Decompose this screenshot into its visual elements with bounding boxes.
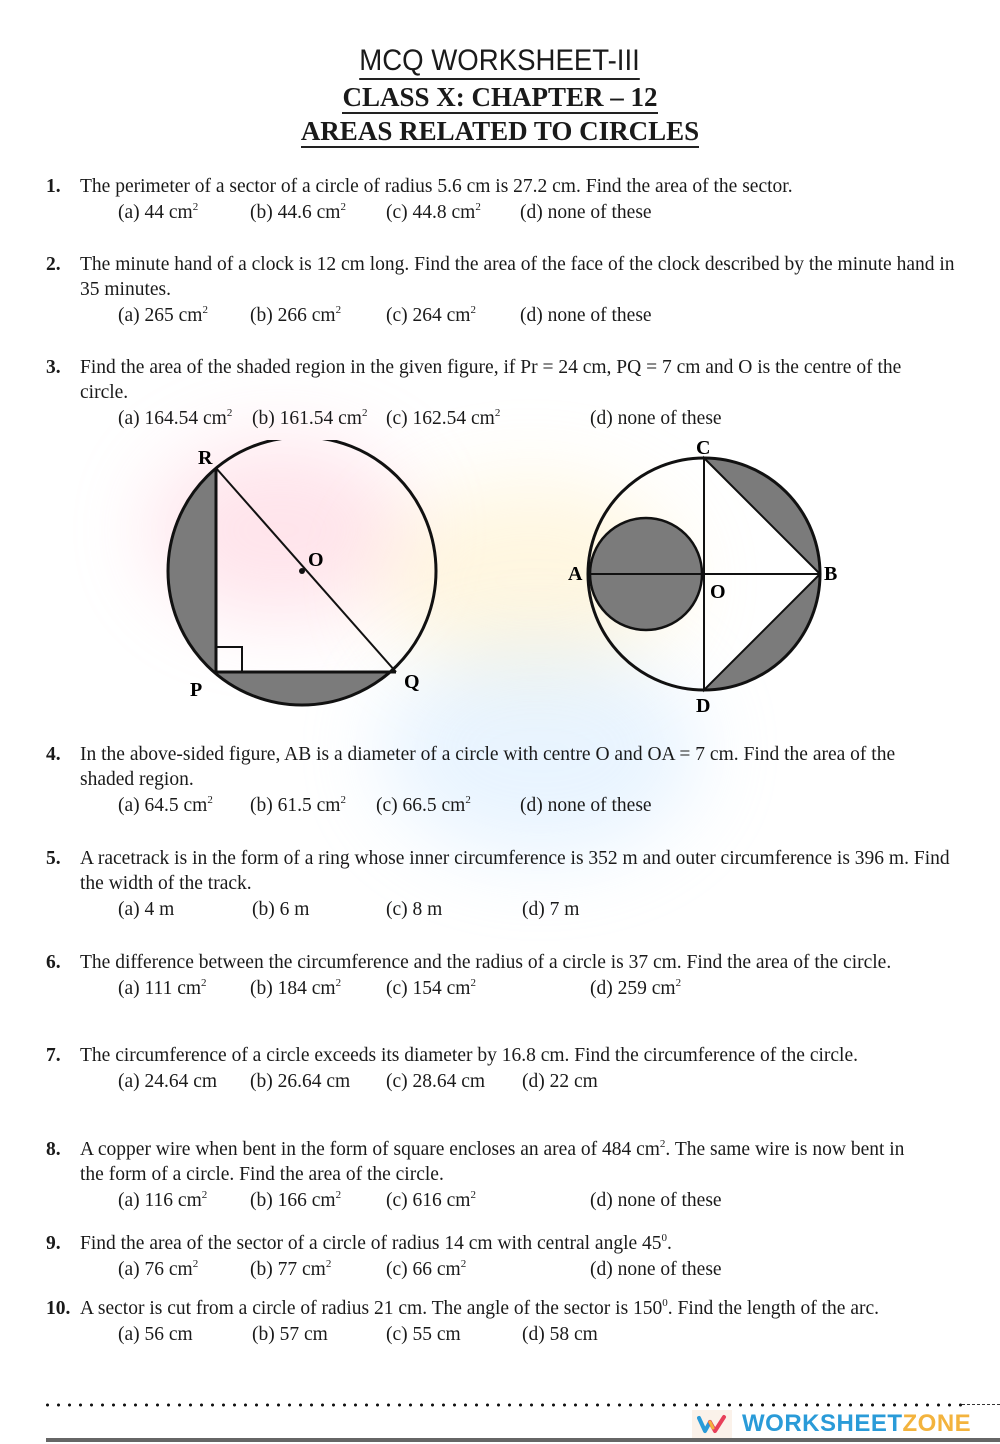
option-d[interactable]: (d) 7 m xyxy=(522,899,580,920)
option-a[interactable]: (a) 76 $cm^2$ xyxy=(118,1258,199,1280)
option-a[interactable]: (a) 24.64 cm xyxy=(118,1071,218,1092)
options-row xyxy=(46,976,956,1002)
option-b[interactable]: (b) 26.64 cm xyxy=(250,1071,351,1092)
topic-heading: AREAS RELATED TO CIRCLES xyxy=(300,116,700,146)
question-text: The minute hand of a clock is 12 cm long. Find the area of the face of the clock described by the minute hand in 35 minutes. xyxy=(80,254,955,300)
question-2 xyxy=(46,252,956,329)
option-c[interactable]: (c) 264 $cm^2$ xyxy=(386,304,476,326)
option-b[interactable]: (b) 184 $cm^2$ xyxy=(250,977,342,999)
label-c: C xyxy=(696,437,711,459)
option-b[interactable]: (b) 161.54 $cm^2$ xyxy=(252,407,368,429)
option-d[interactable]: (d) none of these xyxy=(520,202,652,223)
option-b[interactable]: (b) 77 $cm^2$ xyxy=(250,1258,332,1280)
question-number: 10. xyxy=(46,1298,71,1319)
options-row xyxy=(46,303,956,329)
option-d[interactable]: (d) 22 cm xyxy=(522,1071,598,1092)
worksheet-title: MCQ WORKSHEET-III xyxy=(360,44,641,80)
question-1 xyxy=(46,174,956,226)
figure-triangle-in-circle xyxy=(150,440,470,720)
question-text: In the above-sided figure, AB is a diameter of a circle with centre O and OA = 7 cm. Find the area of the shaded region. xyxy=(80,744,896,790)
option-a[interactable]: (a) 116 $cm^2$ xyxy=(118,1189,208,1211)
footer-rule xyxy=(46,1438,1000,1442)
label-b: B xyxy=(824,563,838,585)
option-c[interactable]: (c) 162.54 $cm^2$ xyxy=(386,407,501,429)
worksheet-header xyxy=(0,44,1000,148)
question-10 xyxy=(46,1296,956,1348)
option-b[interactable]: (b) 44.6 $cm^2$ xyxy=(250,201,346,223)
question-text: Find the area of the shaded region in the given figure, if Pr = 24 cm, PQ = 7 cm and O is the centre of the circle. xyxy=(80,357,902,403)
question-number: 5. xyxy=(46,848,61,869)
option-a[interactable]: (a) 164.54 $cm^2$ xyxy=(118,407,233,429)
question-8 xyxy=(46,1137,956,1214)
option-b[interactable]: (b) 61.5 $cm^2$ xyxy=(250,794,346,816)
question-number: 3. xyxy=(46,357,61,378)
options-row xyxy=(46,1257,956,1283)
label-q: Q xyxy=(404,671,420,693)
option-a[interactable]: (a) 265 $cm^2$ xyxy=(118,304,208,326)
question-number: 7. xyxy=(46,1045,61,1066)
option-a[interactable]: (a) 56 cm xyxy=(118,1324,193,1345)
option-a[interactable]: (a) 64.5 $cm^2$ xyxy=(118,794,213,816)
question-number: 9. xyxy=(46,1233,61,1254)
option-d[interactable]: (d) none of these xyxy=(590,408,722,429)
option-d[interactable]: (d) none of these xyxy=(520,795,652,816)
option-d[interactable]: (d) none of these xyxy=(590,1190,722,1211)
question-3 xyxy=(46,355,956,432)
option-c[interactable]: (c) 66 $cm^2$ xyxy=(386,1258,467,1280)
option-c[interactable]: (c) 28.64 cm xyxy=(386,1071,486,1092)
label-r: R xyxy=(198,447,213,469)
brand-name-part2: ZONE xyxy=(902,1410,972,1437)
option-c[interactable]: (c) 55 cm xyxy=(386,1324,461,1345)
dashed-divider xyxy=(962,1404,1000,1406)
label-d: D xyxy=(696,695,711,717)
option-a[interactable]: (a) 44 $cm^2$ xyxy=(118,201,199,223)
options-row xyxy=(46,406,956,432)
options-row xyxy=(46,1069,956,1095)
question-number: 1. xyxy=(46,176,61,197)
options-row xyxy=(46,897,956,923)
option-c[interactable]: (c) 66.5 $cm^2$ xyxy=(376,794,471,816)
worksheetzone-logo[interactable] xyxy=(692,1410,971,1438)
class-chapter-heading: CLASS X: CHAPTER – 12 xyxy=(342,82,658,112)
option-c[interactable]: (c) 8 m xyxy=(386,899,443,920)
question-9 xyxy=(46,1231,956,1283)
option-b[interactable]: (b) 166 $cm^2$ xyxy=(250,1189,342,1211)
label-a: A xyxy=(568,563,583,585)
option-c[interactable]: (c) 616 $cm^2$ xyxy=(386,1189,476,1211)
options-row xyxy=(46,793,956,819)
options-row xyxy=(46,1322,956,1348)
dotted-divider xyxy=(42,1403,962,1407)
option-d[interactable]: (d) 58 cm xyxy=(522,1324,598,1345)
option-a[interactable]: (a) 111 $cm^2$ xyxy=(118,977,207,999)
option-b[interactable]: (b) 6 m xyxy=(252,899,310,920)
question-number: 2. xyxy=(46,254,61,275)
question-text: The perimeter of a sector of a circle of radius 5.6 cm is 27.2 cm. Find the area of the sector. xyxy=(80,176,793,197)
question-7 xyxy=(46,1043,956,1095)
label-o: O xyxy=(308,549,324,571)
figure-circle-diameter xyxy=(560,430,870,720)
question-text: A racetrack is in the form of a ring whose inner circumference is 352 m and outer circumference is 396 m. Find the width of the track. xyxy=(80,848,950,894)
options-row xyxy=(46,200,956,226)
question-number: 8. xyxy=(46,1139,61,1160)
question-6 xyxy=(46,950,956,1002)
question-text: Find the area of the sector of a circle of radius 14 cm with central angle $45^0$. xyxy=(80,1232,672,1254)
question-text: A sector is cut from a circle of radius 21 cm. The angle of the sector is $150^0$. Find the length of the arc. xyxy=(80,1297,879,1319)
label-o: O xyxy=(710,581,726,603)
w-logo-icon xyxy=(692,1410,732,1438)
question-4 xyxy=(46,742,956,819)
option-b[interactable]: (b) 266 $cm^2$ xyxy=(250,304,342,326)
options-row xyxy=(46,1188,956,1214)
option-d[interactable]: (d) none of these xyxy=(520,305,652,326)
question-text: The difference between the circumference and the radius of a circle is 37 cm. Find the area of the circle. xyxy=(80,952,892,973)
question-number: 6. xyxy=(46,952,61,973)
label-p: P xyxy=(190,679,203,701)
question-text: A copper wire when bent in the form of square encloses an area of 484 $cm^2$. The same wire is now bent in the form of a circle. Find the area of the circle. xyxy=(80,1138,905,1185)
option-c[interactable]: (c) 44.8 $cm^2$ xyxy=(386,201,481,223)
question-text: The circumference of a circle exceeds its diameter by 16.8 cm. Find the circumference of the circle. xyxy=(80,1045,858,1066)
option-c[interactable]: (c) 154 $cm^2$ xyxy=(386,977,476,999)
question-number: 4. xyxy=(46,744,61,765)
option-b[interactable]: (b) 57 cm xyxy=(252,1324,328,1345)
option-a[interactable]: (a) 4 m xyxy=(118,899,175,920)
brand-name-part1: WORKSHEET xyxy=(742,1410,903,1437)
option-d[interactable]: (d) none of these xyxy=(590,1259,722,1280)
question-5 xyxy=(46,846,956,923)
option-d[interactable]: (d) 259 $cm^2$ xyxy=(590,977,682,999)
